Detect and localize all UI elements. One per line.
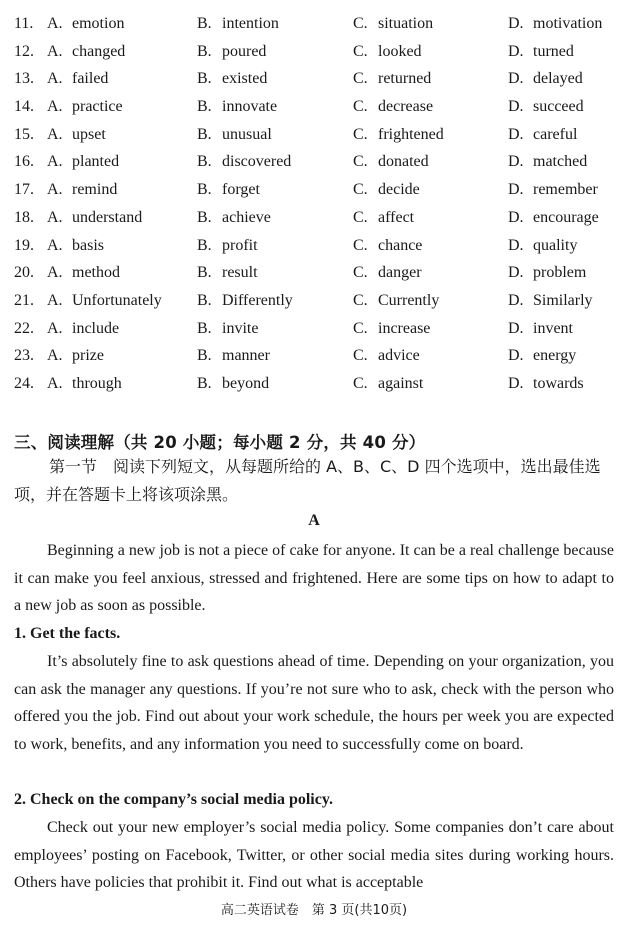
question-number: 19. bbox=[14, 236, 34, 254]
option-c: decide bbox=[378, 181, 420, 199]
option-letter-d: D. bbox=[508, 42, 524, 60]
question-row bbox=[0, 315, 628, 343]
option-letter-c: C. bbox=[353, 319, 368, 337]
options-list bbox=[0, 10, 628, 398]
question-row bbox=[0, 121, 628, 149]
option-letter-d: D. bbox=[508, 125, 524, 143]
option-letter-c: C. bbox=[353, 70, 368, 88]
question-row bbox=[0, 259, 628, 287]
option-a: understand bbox=[72, 208, 143, 226]
option-letter-b: B. bbox=[197, 181, 212, 199]
option-letter-c: C. bbox=[353, 264, 368, 282]
option-b: invite bbox=[222, 319, 259, 337]
question-row bbox=[0, 370, 628, 398]
option-letter-b: B. bbox=[197, 374, 212, 392]
option-b: intention bbox=[222, 15, 279, 32]
question-row bbox=[0, 10, 628, 38]
option-b: poured bbox=[222, 42, 267, 60]
question-row bbox=[0, 148, 628, 176]
option-c: chance bbox=[378, 236, 423, 254]
option-a: planted bbox=[72, 153, 120, 171]
option-letter-c: C. bbox=[353, 181, 368, 199]
option-letter-a: A. bbox=[47, 15, 63, 32]
option-d: matched bbox=[533, 153, 588, 171]
option-letter-a: A. bbox=[47, 236, 63, 254]
section-heading: 三、阅读理解（共 20 小题；每小题 2 分，共 40 分） bbox=[14, 433, 426, 452]
tip2-title: 2. Check on the company’s social media policy. bbox=[14, 791, 333, 808]
option-letter-d: D. bbox=[508, 347, 524, 365]
question-number: 14. bbox=[14, 98, 34, 116]
question-number: 24. bbox=[14, 374, 34, 392]
option-letter-a: A. bbox=[47, 264, 63, 282]
option-letter-a: A. bbox=[47, 153, 63, 171]
question-row bbox=[0, 65, 628, 93]
option-c: advice bbox=[378, 347, 420, 365]
option-letter-d: D. bbox=[508, 319, 524, 337]
option-letter-a: A. bbox=[47, 42, 63, 60]
option-c: increase bbox=[378, 319, 431, 337]
option-letter-b: B. bbox=[197, 15, 212, 32]
option-letter-c: C. bbox=[353, 125, 368, 143]
option-a: emotion bbox=[72, 15, 125, 32]
option-letter-b: B. bbox=[197, 153, 212, 171]
option-c: against bbox=[378, 374, 424, 392]
option-c: returned bbox=[378, 70, 432, 88]
tip1-title: 1. Get the facts. bbox=[14, 625, 121, 642]
option-letter-b: B. bbox=[197, 319, 212, 337]
option-letter-d: D. bbox=[508, 70, 524, 88]
page-footer: 高二英语试卷 第 3 页(共10页) bbox=[220, 903, 408, 918]
option-letter-b: B. bbox=[197, 208, 212, 226]
question-row bbox=[0, 232, 628, 260]
tip1-text: It’s absolutely fine to ask questions ahead of time. Depending on your organization, you can ask the manager any questions. If you’re not sure who to ask, check with the person who offered you the job. Find out about your work schedule, the hours per week you are expected to work, benefits, and any information you need to successfully come on board. bbox=[14, 653, 614, 754]
option-b: existed bbox=[222, 70, 268, 88]
option-b: manner bbox=[222, 347, 270, 365]
option-d: Similarly bbox=[533, 291, 593, 309]
option-letter-b: B. bbox=[197, 125, 212, 143]
option-d: motivation bbox=[533, 15, 603, 32]
question-row bbox=[0, 287, 628, 315]
option-d: remember bbox=[533, 181, 598, 199]
option-d: quality bbox=[533, 236, 578, 254]
option-c: danger bbox=[378, 264, 422, 282]
option-letter-a: A. bbox=[47, 347, 63, 365]
option-letter-a: A. bbox=[47, 374, 63, 392]
option-d: delayed bbox=[533, 70, 583, 88]
question-number: 13. bbox=[14, 70, 34, 88]
question-number: 22. bbox=[14, 319, 34, 337]
option-a: changed bbox=[72, 42, 126, 60]
option-c: looked bbox=[378, 42, 422, 60]
option-a: method bbox=[72, 264, 120, 282]
option-letter-b: B. bbox=[197, 98, 212, 116]
question-number: 17. bbox=[14, 181, 34, 199]
option-c: affect bbox=[378, 208, 415, 226]
option-letter-c: C. bbox=[353, 236, 368, 254]
option-letter-b: B. bbox=[197, 264, 212, 282]
option-letter-c: C. bbox=[353, 347, 368, 365]
option-letter-d: D. bbox=[508, 181, 524, 199]
option-c: frightened bbox=[378, 125, 444, 143]
option-letter-d: D. bbox=[508, 291, 524, 309]
option-letter-c: C. bbox=[353, 98, 368, 116]
option-c: decrease bbox=[378, 98, 434, 116]
option-d: problem bbox=[533, 264, 587, 282]
option-b: discovered bbox=[222, 153, 292, 171]
option-a: practice bbox=[72, 98, 123, 116]
tip2-text: Check out your new employer’s social media policy. Some companies don’t care about employees’ posting on Facebook, Twitter, or other social media sites during working hours. Others have policies that prohibit it. Find out what is acceptable bbox=[14, 819, 614, 892]
option-d: turned bbox=[533, 42, 574, 60]
option-letter-d: D. bbox=[508, 153, 524, 171]
option-a: remind bbox=[72, 181, 118, 199]
option-letter-d: D. bbox=[508, 15, 524, 32]
option-d: towards bbox=[533, 374, 584, 392]
option-letter-b: B. bbox=[197, 42, 212, 60]
section-instructions: 第一节 阅读下列短文，从每题所给的 A、B、C、D 四个选项中，选出最佳选项，并在答题卡上将该项涂黑。 bbox=[14, 457, 601, 504]
option-letter-a: A. bbox=[47, 291, 63, 309]
option-a: include bbox=[72, 319, 120, 337]
option-a: through bbox=[72, 374, 122, 392]
question-row bbox=[0, 176, 628, 204]
option-a: failed bbox=[72, 70, 109, 88]
question-number: 20. bbox=[14, 264, 34, 282]
option-letter-c: C. bbox=[353, 291, 368, 309]
option-letter-c: C. bbox=[353, 42, 368, 60]
option-letter-b: B. bbox=[197, 347, 212, 365]
option-letter-d: D. bbox=[508, 374, 524, 392]
option-b: beyond bbox=[222, 374, 270, 392]
option-d: encourage bbox=[533, 208, 599, 226]
option-b: unusual bbox=[222, 125, 272, 143]
option-d: invent bbox=[533, 319, 573, 337]
option-b: innovate bbox=[222, 98, 278, 116]
option-letter-d: D. bbox=[508, 98, 524, 116]
option-letter-b: B. bbox=[197, 70, 212, 88]
option-letter-d: D. bbox=[508, 236, 524, 254]
option-a: basis bbox=[72, 236, 104, 254]
option-letter-a: A. bbox=[47, 181, 63, 199]
question-row bbox=[0, 93, 628, 121]
question-row bbox=[0, 342, 628, 370]
option-letter-d: D. bbox=[508, 208, 524, 226]
option-c: situation bbox=[378, 15, 434, 32]
option-a: upset bbox=[72, 125, 106, 143]
question-number: 16. bbox=[14, 153, 34, 171]
option-d: energy bbox=[533, 347, 577, 365]
option-b: profit bbox=[222, 236, 258, 254]
option-letter-b: B. bbox=[197, 291, 212, 309]
option-d: succeed bbox=[533, 98, 584, 116]
option-letter-c: C. bbox=[353, 208, 368, 226]
option-a: Unfortunately bbox=[72, 291, 162, 309]
question-number: 11. bbox=[14, 15, 34, 32]
option-letter-a: A. bbox=[47, 125, 63, 143]
option-letter-a: A. bbox=[47, 70, 63, 88]
option-letter-c: C. bbox=[353, 153, 368, 171]
option-c: Currently bbox=[378, 291, 440, 309]
question-number: 23. bbox=[14, 347, 34, 365]
question-row bbox=[0, 204, 628, 232]
question-number: 18. bbox=[14, 208, 34, 226]
option-letter-a: A. bbox=[47, 98, 63, 116]
option-b: achieve bbox=[222, 208, 271, 226]
option-c: donated bbox=[378, 153, 429, 171]
option-letter-a: A. bbox=[47, 208, 63, 226]
question-number: 21. bbox=[14, 291, 34, 309]
question-number: 15. bbox=[14, 125, 34, 143]
passage-intro: Beginning a new job is not a piece of cake for anyone. It can be a real challenge because it can make you feel anxious, stressed and frightened. Here are some tips on how to adapt to a new job as soon as possible. bbox=[14, 542, 614, 615]
option-letter-a: A. bbox=[47, 319, 63, 337]
question-row bbox=[0, 38, 628, 66]
passage-letter: A bbox=[308, 512, 320, 529]
question-number: 12. bbox=[14, 42, 34, 60]
option-a: prize bbox=[72, 347, 104, 365]
option-letter-c: C. bbox=[353, 374, 368, 392]
option-letter-b: B. bbox=[197, 236, 212, 254]
option-letter-d: D. bbox=[508, 264, 524, 282]
option-b: result bbox=[222, 264, 258, 282]
option-b: Differently bbox=[222, 291, 293, 309]
option-letter-c: C. bbox=[353, 15, 368, 32]
option-b: forget bbox=[222, 181, 260, 199]
option-d: careful bbox=[533, 125, 578, 143]
